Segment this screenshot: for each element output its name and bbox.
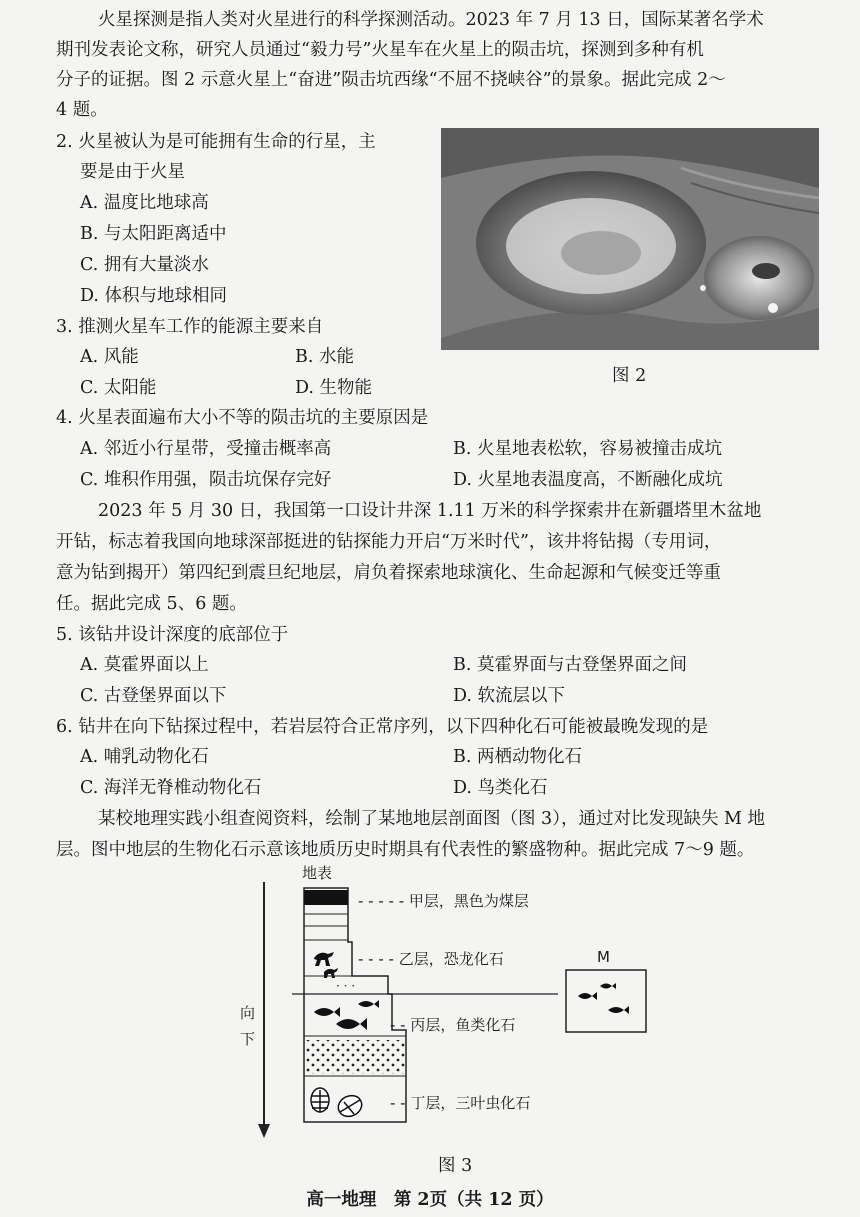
strata-column-outline	[304, 888, 406, 1122]
downward-label-2: 下	[240, 1030, 256, 1048]
intro2-line2: 开钻，标志着我国向地球深部挺进的钻探能力开启“万米时代”，该井将钻揭（专用词，	[56, 532, 722, 552]
surface-label: 地表	[302, 864, 333, 882]
q2-option-b: B. 与太阳距离适中	[80, 224, 227, 244]
q5-option-a: A. 莫霍界面以上	[80, 655, 209, 675]
layer-ding-label: - - 丁层，三叶虫化石	[390, 1094, 531, 1112]
m-layer-box	[566, 970, 646, 1032]
q3-option-b: B. 水能	[295, 347, 354, 367]
figure2-caption: 图 2	[612, 366, 647, 386]
q6-option-a: A. 哺乳动物化石	[80, 747, 209, 767]
q3-stem: 3. 推测火星车工作的能源主要来自	[56, 317, 324, 337]
intro2-line3: 意为钻到揭开）第四纪到震旦纪地层，肩负着探索地球演化、生命起源和气候变迁等重	[56, 563, 721, 583]
m-layer-label: M	[597, 948, 610, 966]
q2-stem-line2: 要是由于火星	[80, 162, 185, 182]
intro1-line4: 4 题。	[56, 100, 108, 120]
q2-option-d: D. 体积与地球相同	[80, 286, 228, 306]
m-layer-fish-icons	[578, 983, 629, 1014]
q2-option-a: A. 温度比地球高	[80, 193, 209, 213]
q3-option-d: D. 生物能	[295, 378, 373, 398]
coal-seam	[304, 890, 348, 905]
q4-option-d: D. 火星地表温度高，不断融化成坑	[453, 470, 723, 490]
dinosaur-fossil-icon	[314, 952, 334, 966]
figure3-strata-diagram	[240, 862, 660, 1152]
q4-option-b: B. 火星地表松软，容易被撞击成坑	[453, 439, 722, 459]
intro2-line1: 2023 年 5 月 30 日，我国第一口设计井深 1.11 万米的科学探索井在新疆塔里木盆地	[98, 501, 762, 521]
figure3-caption: 图 3	[438, 1156, 473, 1176]
q5-option-b: B. 莫霍界面与古登堡界面之间	[453, 655, 687, 675]
q6-option-c: C. 海洋无脊椎动物化石	[80, 778, 262, 798]
mars-crater-photo	[441, 128, 819, 350]
q6-option-d: D. 鸟类化石	[453, 778, 548, 798]
q5-stem: 5. 该钻井设计深度的底部位于	[56, 625, 289, 645]
intro3-line1: 某校地理实践小组查阅资料，绘制了某地地层剖面图（图 3），通过对比发现缺失 M 地	[98, 809, 765, 829]
q4-stem: 4. 火星表面遍布大小不等的陨击坑的主要原因是	[56, 408, 429, 428]
q6-option-b: B. 两栖动物化石	[453, 747, 582, 767]
downward-label-1: 向	[240, 1004, 256, 1022]
intro1-line3: 分子的证据。图 2 示意火星上“奋进”陨击坑西缘“不屈不挠峡谷”的景象。据此完成 2～	[56, 70, 726, 90]
downward-arrowhead	[258, 1124, 270, 1138]
q5-option-c: C. 古登堡界面以下	[80, 686, 227, 706]
intro3-line2: 层。图中地层的生物化石示意该地质历史时期具有代表性的繁盛物种。据此完成 7～9 题。	[56, 840, 755, 860]
intro1-line2: 期刊发表论文称，研究人员通过“毅力号”火星车在火星上的陨击坑，探测到多种有机	[56, 40, 704, 60]
q5-option-d: D. 软流层以下	[453, 686, 566, 706]
q2-stem-line1: 2. 火星被认为是可能拥有生命的行星，主	[56, 132, 376, 152]
sandstone-layer	[304, 1040, 406, 1074]
trilobite-fossil-icons	[311, 1088, 365, 1120]
q3-option-a: A. 风能	[80, 347, 139, 367]
crater-illustration	[441, 128, 819, 350]
q6-stem: 6. 钻井在向下钻探过程中，若岩层符合正常序列，以下四种化石可能被最晚发现的是	[56, 717, 709, 737]
fish-fossil-icons	[314, 1000, 379, 1030]
layer-jia-label: - - - - - 甲层，黑色为煤层	[358, 892, 529, 910]
q2-option-c: C. 拥有大量淡水	[80, 255, 209, 275]
q3-option-c: C. 太阳能	[80, 378, 157, 398]
layer-bing-label: - - 丙层，鱼类化石	[390, 1016, 516, 1034]
intro2-line4: 任。据此完成 5、6 题。	[56, 594, 247, 614]
svg-text:· · ·: · · ·	[336, 979, 356, 993]
q4-option-a: A. 邻近小行星带，受撞击概率高	[80, 439, 332, 459]
page-footer: 高一地理 第 2页（共 12 页）	[306, 1190, 554, 1210]
intro1-line1: 火星探测是指人类对火星进行的科学探测活动。2023 年 7 月 13 日，国际某著名学术	[98, 10, 764, 30]
layer-yi-label: - - - - 乙层，恐龙化石	[358, 950, 504, 968]
q4-option-c: C. 堆积作用强，陨击坑保存完好	[80, 470, 332, 490]
